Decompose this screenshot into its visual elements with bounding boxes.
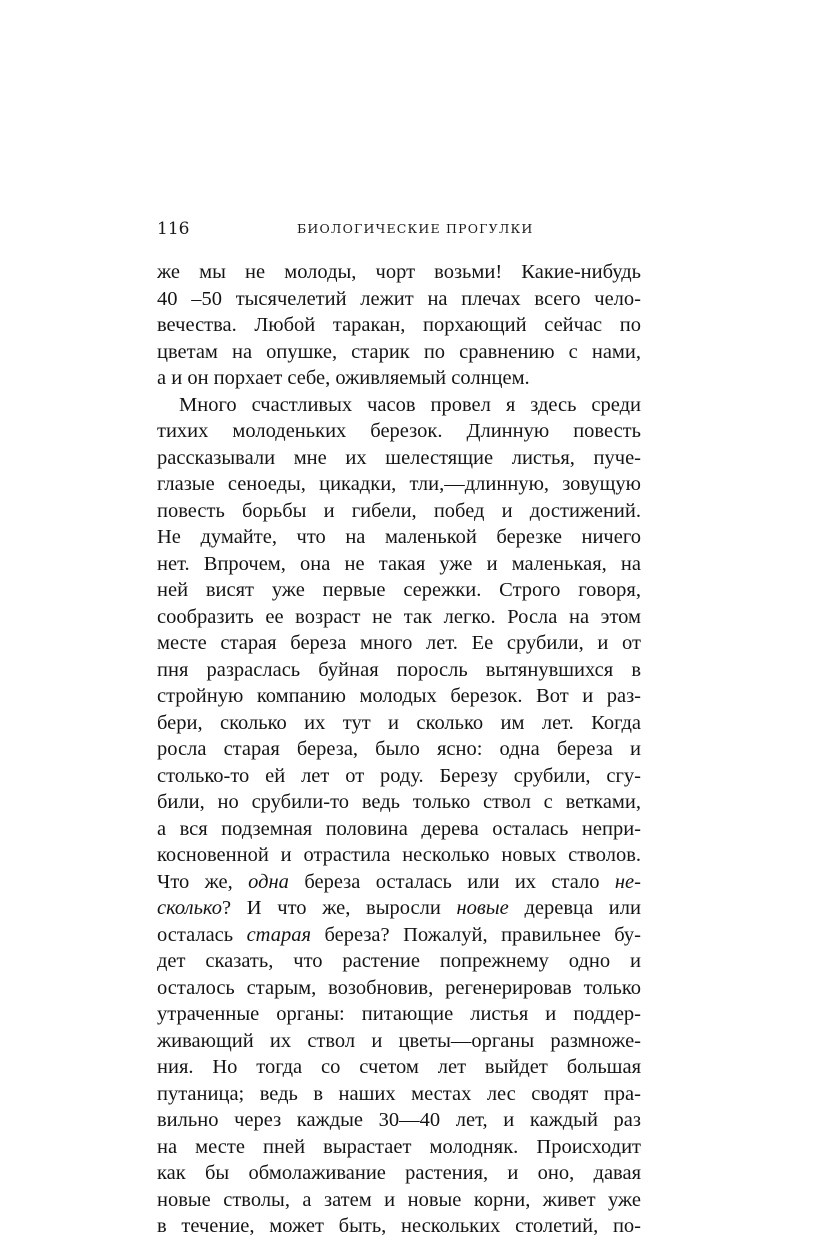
text-segment: вечества. Любой таракан, порхающий сейчас по <box>157 314 641 336</box>
emphasized-word: не- <box>614 870 641 893</box>
text-segment: вильно через каждые 30—40 лет, и каждый раз <box>157 1109 641 1131</box>
text-line <box>157 604 641 631</box>
text-segment: росла старая береза, было ясно: одна береза и <box>157 738 641 760</box>
text-line <box>157 339 641 366</box>
text-segment: стройную компанию молодых березок. Вот и раз- <box>157 685 641 707</box>
text-segment: рассказывали мне их шелестящие листья, пуче- <box>157 446 641 469</box>
text-segment: Что же, <box>157 870 249 893</box>
text-segment: бери, сколько их тут и сколько им лет. Когда <box>157 711 641 734</box>
emphasized-word: сколько <box>157 897 222 919</box>
text-line <box>157 683 641 710</box>
text-line <box>157 1081 641 1108</box>
text-segment: цветам на опушке, старик по сравнению с нами, <box>157 340 641 363</box>
text-line <box>157 418 641 445</box>
text-segment: новые стволы, а затем и новые корни, живет уже <box>157 1188 641 1211</box>
text-line <box>157 1028 641 1055</box>
text-segment: Много счастливых часов провел я здесь среди <box>179 393 641 416</box>
text-segment: дет сказать, что растение попрежнему одно и <box>157 950 641 972</box>
emphasized-word: одна <box>248 870 289 893</box>
text-segment: осталась <box>157 923 247 946</box>
running-title: БИОЛОГИЧЕСКИЕ ПРОГУЛКИ <box>297 221 534 236</box>
text-line <box>157 312 641 339</box>
text-segment: нет. Впрочем, она не такая уже и маленькая, на <box>157 552 641 575</box>
text-line <box>157 869 641 896</box>
text-segment: глазые сеноеды, цикадки, тли,—длинную, зовущую <box>157 473 641 495</box>
running-header <box>157 215 641 243</box>
text-line <box>157 551 641 578</box>
text-segment: столько-то ей лет от роду. Березу срубили, сгу- <box>157 764 641 787</box>
text-line <box>157 1187 641 1214</box>
text-segment: а вся подземная половина дерева осталась непри- <box>157 817 641 840</box>
text-segment: деревца или <box>508 897 641 919</box>
text-line <box>157 948 641 975</box>
text-line <box>157 842 641 869</box>
text-segment: ния. Но тогда со счетом лет выйдет большая <box>157 1056 641 1078</box>
text-segment: Не думайте, что на маленькой березке ничего <box>157 526 641 548</box>
text-line <box>157 1134 641 1161</box>
text-line <box>157 392 641 419</box>
text-line <box>157 1213 641 1240</box>
text-line <box>157 630 641 657</box>
text-line <box>157 816 641 843</box>
text-segment: живающий их ствол и цветы—органы размноже- <box>157 1029 641 1052</box>
page-number: 116 <box>157 219 190 239</box>
text-segment: пня разраслась буйная поросль вытянувшихся в <box>157 658 641 681</box>
text-segment: путаница; ведь в наших местах лес сводят пра- <box>157 1082 641 1105</box>
text-segment: ? И что же, выросли <box>221 897 457 919</box>
text-line <box>157 286 641 313</box>
text-segment: береза? Пожалуй, правильнее бу- <box>311 923 641 946</box>
text-segment: месте старая береза много лет. Ее срубили, и от <box>157 632 641 654</box>
text-segment: 40 –50 тысячелетий лежит на плечах всего чело- <box>157 287 641 310</box>
text-line <box>157 365 641 392</box>
text-line <box>157 922 641 949</box>
text-line <box>157 736 641 763</box>
text-line <box>157 577 641 604</box>
text-line <box>157 710 641 737</box>
text-segment: сообразить ее возраст не так легко. Росла на этом <box>157 605 641 628</box>
text-line <box>157 1160 641 1187</box>
text-line <box>157 975 641 1002</box>
text-segment: косновенной и отрастила несколько новых стволов. <box>157 844 641 866</box>
text-line <box>157 895 641 922</box>
text-line <box>157 471 641 498</box>
text-line <box>157 498 641 525</box>
text-segment: утраченные органы: питающие листья и поддер- <box>157 1003 641 1025</box>
text-line <box>157 763 641 790</box>
text-segment: в течение, может быть, нескольких столетий, по- <box>157 1215 641 1237</box>
text-segment: осталось старым, возобновив, регенерировав только <box>157 976 641 999</box>
text-line <box>157 524 641 551</box>
text-line <box>157 259 641 286</box>
text-segment: тихих молоденьких березок. Длинную повесть <box>157 420 641 442</box>
text-segment: а и он порхает себе, оживляемый солнцем. <box>157 367 530 389</box>
text-segment: как бы обмолаживание растения, и оно, давая <box>157 1162 641 1184</box>
text-segment: на месте пней вырастает молодняк. Происходит <box>157 1135 641 1158</box>
body-text <box>157 259 641 1240</box>
text-line <box>157 1107 641 1134</box>
text-segment: ней висят уже первые сережки. Строго говоря, <box>157 579 641 601</box>
text-line <box>157 445 641 472</box>
text-segment: береза осталась или их стало <box>288 870 615 893</box>
text-line <box>157 657 641 684</box>
text-line <box>157 1054 641 1081</box>
emphasized-word: старая <box>246 923 312 946</box>
text-segment: повесть борьбы и гибели, побед и достижений. <box>157 499 641 522</box>
text-line <box>157 1001 641 1028</box>
text-segment: били, но срубили-то ведь только ствол с ветками, <box>157 791 641 813</box>
text-line <box>157 789 641 816</box>
text-segment: же мы не молоды, чорт возьми! Какие-нибудь <box>157 261 641 283</box>
emphasized-word: новые <box>456 897 509 919</box>
